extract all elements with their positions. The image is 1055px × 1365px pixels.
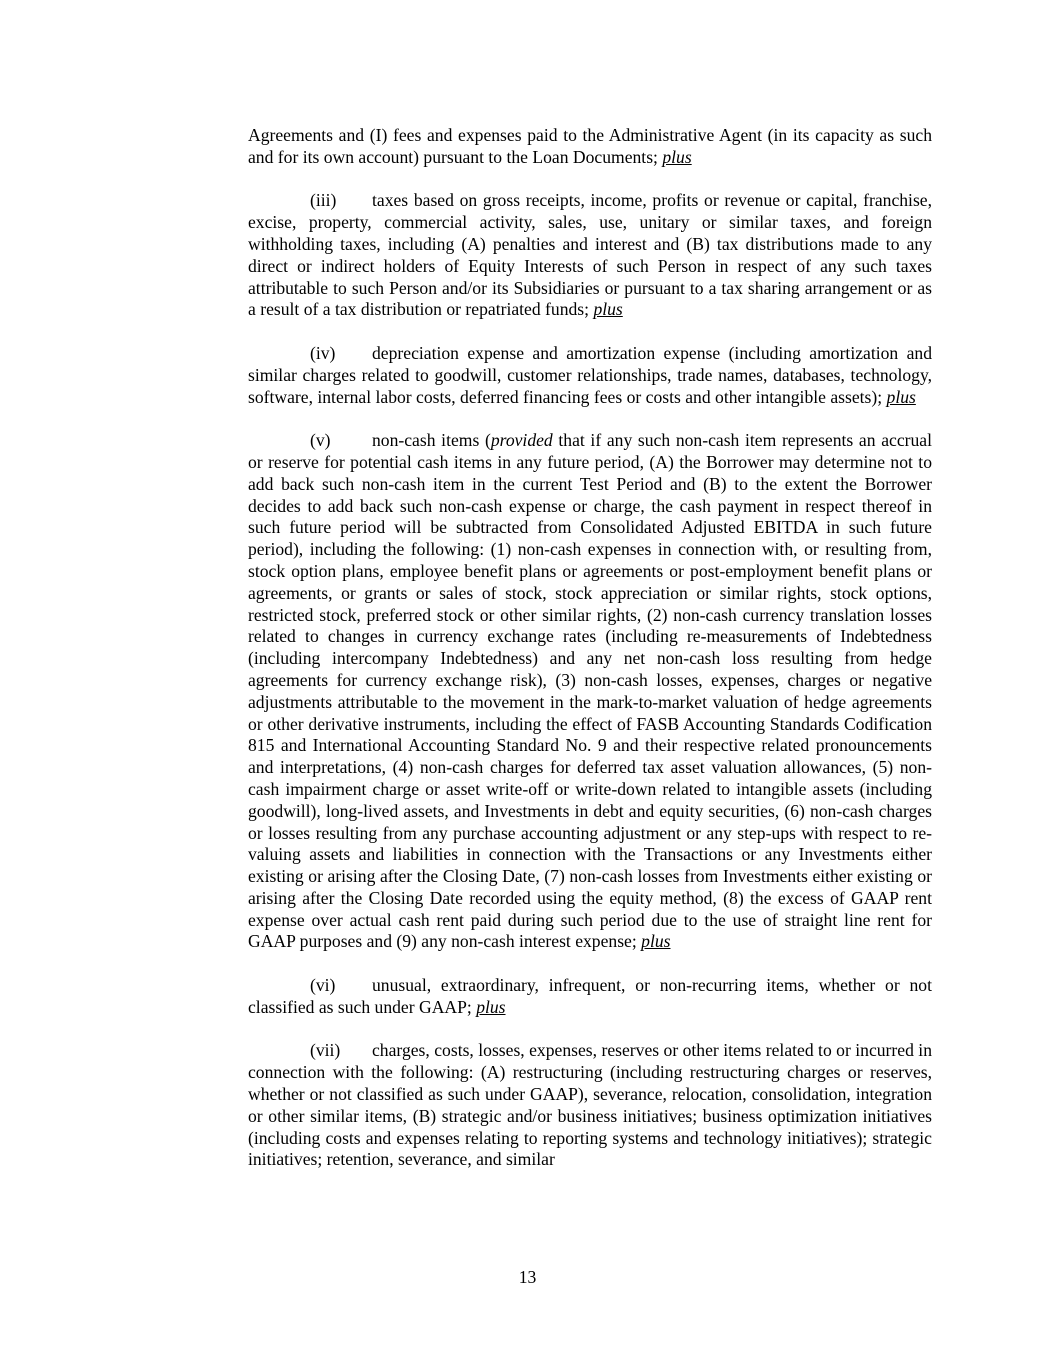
paragraph-spacer: [248, 953, 932, 975]
clause-vii: [248, 1040, 932, 1171]
clause-text-before: non-cash items (: [372, 430, 491, 451]
paragraph-spacer: [248, 408, 932, 430]
plus-term: plus: [886, 386, 916, 407]
document-body: [248, 125, 932, 1171]
page-number: 13: [518, 1267, 537, 1287]
provided-term: provided: [490, 430, 553, 451]
paragraph-spacer: [248, 321, 932, 343]
clause-label: (iii): [310, 190, 337, 211]
clause-label: (vii): [310, 1040, 341, 1061]
intro-text: Agreements and (I) fees and expenses paid to the Administrative Agent (in its capacity as such and for its own account) pursuant to the Loan Documents;: [248, 125, 932, 167]
plus-term: plus: [593, 299, 623, 320]
intro-paragraph: [248, 125, 932, 169]
clause-iii: [248, 190, 932, 321]
clause-text: charges, costs, losses, expenses, reserves or other items related to or incurred in connection with the following: (A) restructuring (including restructuring charges or reserves, whether or not classified as such under GAAP), severance, relocation, consolidation, integration or other similar items, (B) strategic and/or business initiatives; business optimization initiatives (including costs and expenses relating to reporting systems and technology initiatives); strategic initiatives; retention, severance, and similar: [248, 1040, 932, 1170]
clause-text-after: that if any such non-cash item represents an accrual or reserve for potential cash items in any future period, (A) the Borrower may determine not to add back such non-cash item in the current Test Period and (B) to the extent the Borrower decides to add back such non-cash expense or charge, the cash payment in respect thereof in such future period will be subtracted from Consolidated Adjusted EBITDA in such future period), including the following: (1) non-cash expenses in connection with, or resulting from, stock option plans, employee benefit plans or agreements or post-employment benefit plans or agreements, or grants or sales of stock, stock appreciation or similar rights, stock options, restricted stock, preferred stock or other similar rights, (2) non-cash currency translation losses related to changes in currency exchange rates (including re-measurements of Indebtedness (including intercompany Indebtedness) and any net non-cash loss resulting from hedge agreements for currency exchange risk), (3) non-cash losses, expenses, charges or negative adjustments attributable to the movement in the mark-to-market valuation of hedge agreements or other derivative instruments, including the effect of FASB Accounting Standards Codification 815 and International Accounting Standard No. 9 and their respective related pronouncements and interpretations, (4) non-cash charges for deferred tax asset valuation allowances, (5) non-cash impairment charge or asset write-off or write-down related to intangible assets (including goodwill), long-lived assets, and Investments in debt and equity securities, (6) non-cash charges or losses resulting from any purchase accounting adjustment or any step-ups with respect to re-valuing assets and liabilities in connection with the Transactions or any Investments either existing or arising after the Closing Date, (7) non-cash losses from Investments either existing or arising after the Closing Date recorded using the equity method, (8) the excess of GAAP rent expense over actual cash rent paid during such period due to the use of straight line rent for GAAP purposes and (9) any non-cash interest expense;: [248, 430, 932, 952]
clause-label: (iv): [310, 342, 336, 363]
plus-term: plus: [662, 146, 692, 167]
clause-text: depreciation expense and amortization expense (including amortization and similar charges related to goodwill, customer relationships, trade names, databases, technology, software, internal labor costs, deferred financing fees or costs and other intangible assets);: [248, 342, 932, 407]
clause-iv: [248, 343, 932, 408]
clause-label: (vi): [310, 975, 336, 996]
clause-vi: [248, 975, 932, 1019]
clause-v: [248, 430, 932, 953]
plus-term: plus: [641, 931, 671, 952]
paragraph-spacer: [248, 1019, 932, 1041]
clause-label: (v): [310, 430, 331, 451]
paragraph-spacer: [248, 169, 932, 191]
plus-term: plus: [476, 996, 506, 1017]
clause-text: unusual, extraordinary, infrequent, or non-recurring items, whether or not classified as such under GAAP;: [248, 975, 932, 1017]
clause-text: taxes based on gross receipts, income, profits or revenue or capital, franchise, excise, property, commercial activity, sales, use, unitary or similar taxes, and foreign withholding taxes, including (A) penalties and interest and (B) tax distributions made to any direct or indirect holders of Equity Interests of such Person in respect of any such taxes attributable to such Person and/or its Subsidiaries or pursuant to a tax sharing arrangement or as a result of a tax distribution or repatriated funds;: [248, 190, 932, 320]
